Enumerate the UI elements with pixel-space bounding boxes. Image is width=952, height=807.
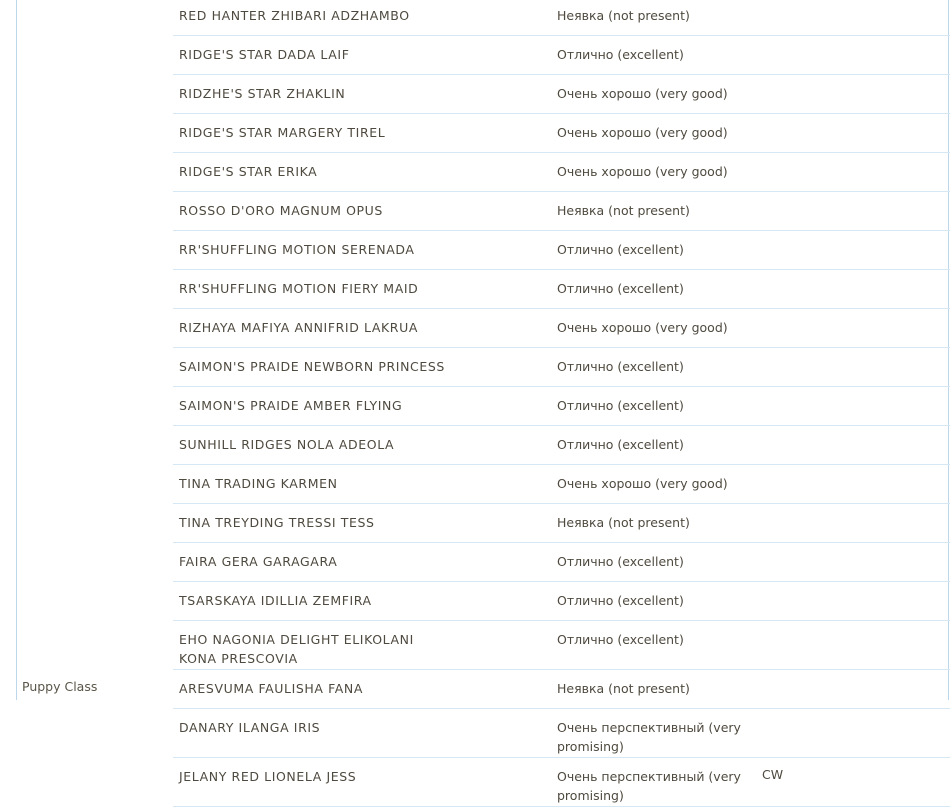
grade-cell bbox=[557, 153, 762, 192]
grade-text: Очень перспективный (very promising) bbox=[557, 769, 741, 803]
grade-cell bbox=[557, 582, 762, 621]
award-cell bbox=[762, 36, 950, 75]
dog-name: DANARY ILANGA IRIS bbox=[179, 720, 321, 735]
award-cell bbox=[762, 0, 950, 36]
grade-text: Отлично (excellent) bbox=[557, 281, 684, 296]
class-cell bbox=[16, 192, 173, 231]
grade-cell bbox=[557, 309, 762, 348]
table-row bbox=[16, 153, 950, 192]
dog-name-cell bbox=[173, 758, 557, 807]
class-cell bbox=[16, 387, 173, 426]
award-cell bbox=[762, 621, 950, 670]
table-row bbox=[16, 504, 950, 543]
results-table-body bbox=[16, 0, 950, 807]
award-cell bbox=[762, 114, 950, 153]
award-cell bbox=[762, 709, 950, 758]
grade-cell bbox=[557, 270, 762, 309]
award-text: CW bbox=[762, 767, 784, 782]
table-row bbox=[16, 348, 950, 387]
dog-name-cell bbox=[173, 504, 557, 543]
table-row bbox=[16, 36, 950, 75]
grade-text: Отлично (excellent) bbox=[557, 47, 684, 62]
award-cell bbox=[762, 543, 950, 582]
class-cell bbox=[16, 231, 173, 270]
class-cell bbox=[16, 0, 173, 36]
dog-name-cell bbox=[173, 387, 557, 426]
award-cell bbox=[762, 75, 950, 114]
dog-name: RED HANTER ZHIBARI ADZHAMBO bbox=[179, 8, 410, 23]
table-row bbox=[16, 543, 950, 582]
table-row bbox=[16, 270, 950, 309]
dog-name: FAIRA GERA GARAGARA bbox=[179, 554, 338, 569]
grade-cell bbox=[557, 426, 762, 465]
grade-cell bbox=[557, 36, 762, 75]
table-row bbox=[16, 426, 950, 465]
class-cell bbox=[16, 465, 173, 504]
grade-text: Очень хорошо (very good) bbox=[557, 476, 728, 491]
dog-name: RIDZHE'S STAR ZHAKLIN bbox=[179, 86, 346, 101]
grade-cell bbox=[557, 0, 762, 36]
dog-name-cell bbox=[173, 543, 557, 582]
grade-cell bbox=[557, 504, 762, 543]
dog-name-cell bbox=[173, 114, 557, 153]
dog-name: RIZHAYA MAFIYA ANNIFRID LAKRUA bbox=[179, 320, 418, 335]
award-cell bbox=[762, 231, 950, 270]
class-cell bbox=[16, 348, 173, 387]
grade-text: Отлично (excellent) bbox=[557, 593, 684, 608]
dog-name-cell bbox=[173, 709, 557, 758]
award-cell bbox=[762, 504, 950, 543]
grade-cell bbox=[557, 543, 762, 582]
dog-name-cell bbox=[173, 309, 557, 348]
grade-cell bbox=[557, 621, 762, 670]
award-cell bbox=[762, 670, 950, 709]
class-cell bbox=[16, 670, 173, 709]
award-cell bbox=[762, 348, 950, 387]
grade-cell bbox=[557, 192, 762, 231]
grade-text: Неявка (not present) bbox=[557, 681, 690, 696]
dog-name: ROSSO D'ORO MAGNUM OPUS bbox=[179, 203, 383, 218]
table-row bbox=[16, 114, 950, 153]
table-row bbox=[16, 192, 950, 231]
grade-text: Отлично (excellent) bbox=[557, 398, 684, 413]
table-row bbox=[16, 231, 950, 270]
table-row bbox=[16, 465, 950, 504]
grade-text: Очень хорошо (very good) bbox=[557, 125, 728, 140]
dog-name-cell bbox=[173, 670, 557, 709]
dog-name-cell bbox=[173, 348, 557, 387]
class-cell bbox=[16, 153, 173, 192]
table-row bbox=[16, 621, 950, 670]
dog-name: EHO NAGONIA DELIGHT ELIKOLANI KONA PRESCOVIA bbox=[179, 632, 414, 666]
class-cell bbox=[16, 504, 173, 543]
class-cell bbox=[16, 75, 173, 114]
class-cell bbox=[16, 114, 173, 153]
grade-text: Отлично (excellent) bbox=[557, 242, 684, 257]
class-cell bbox=[16, 582, 173, 621]
dog-name-cell bbox=[173, 36, 557, 75]
dog-name: RIDGE'S STAR ERIKA bbox=[179, 164, 318, 179]
grade-cell bbox=[557, 75, 762, 114]
class-cell bbox=[16, 621, 173, 670]
class-cell bbox=[16, 426, 173, 465]
award-cell bbox=[762, 270, 950, 309]
class-cell bbox=[16, 758, 173, 807]
grade-cell bbox=[557, 670, 762, 709]
award-cell bbox=[762, 758, 950, 807]
grade-text: Отлично (excellent) bbox=[557, 359, 684, 374]
dog-name-cell bbox=[173, 231, 557, 270]
dog-name: ARESVUMA FAULISHA FANA bbox=[179, 681, 364, 696]
dog-name: RR'SHUFFLING MOTION FIERY MAID bbox=[179, 281, 419, 296]
award-cell bbox=[762, 309, 950, 348]
grade-text: Очень хорошо (very good) bbox=[557, 164, 728, 179]
grade-text: Отлично (excellent) bbox=[557, 632, 684, 647]
dog-name-cell bbox=[173, 0, 557, 36]
table-row bbox=[16, 0, 950, 36]
grade-text: Неявка (not present) bbox=[557, 8, 690, 23]
dog-name: SAIMON'S PRAIDE NEWBORN PRINCESS bbox=[179, 359, 445, 374]
grade-text: Неявка (not present) bbox=[557, 203, 690, 218]
table-row bbox=[16, 582, 950, 621]
dog-name: TINA TRADING KARMEN bbox=[179, 476, 338, 491]
dog-name-cell bbox=[173, 153, 557, 192]
grade-cell bbox=[557, 387, 762, 426]
class-cell bbox=[16, 270, 173, 309]
class-cell bbox=[16, 309, 173, 348]
dog-name-cell bbox=[173, 582, 557, 621]
dog-name: RIDGE'S STAR DADA LAIF bbox=[179, 47, 350, 62]
grade-text: Очень перспективный (very promising) bbox=[557, 720, 741, 754]
award-cell bbox=[762, 387, 950, 426]
grade-cell bbox=[557, 114, 762, 153]
grade-text: Очень хорошо (very good) bbox=[557, 320, 728, 335]
grade-text: Очень хорошо (very good) bbox=[557, 86, 728, 101]
dog-name: RIDGE'S STAR MARGERY TIREL bbox=[179, 125, 386, 140]
grade-cell bbox=[557, 709, 762, 758]
award-cell bbox=[762, 192, 950, 231]
dog-name: RR'SHUFFLING MOTION SERENADA bbox=[179, 242, 415, 257]
dog-name-cell bbox=[173, 621, 557, 670]
award-cell bbox=[762, 465, 950, 504]
dog-name: SUNHILL RIDGES NOLA ADEOLA bbox=[179, 437, 395, 452]
grade-cell bbox=[557, 758, 762, 807]
dog-name: SAIMON'S PRAIDE AMBER FLYING bbox=[179, 398, 403, 413]
award-cell bbox=[762, 153, 950, 192]
table-row bbox=[16, 758, 950, 807]
class-cell bbox=[16, 543, 173, 582]
table-row bbox=[16, 709, 950, 758]
dog-name: JELANY RED LIONELA JESS bbox=[179, 769, 357, 784]
grade-text: Отлично (excellent) bbox=[557, 554, 684, 569]
class-label: Puppy Class bbox=[22, 678, 98, 694]
table-row bbox=[16, 75, 950, 114]
table-row bbox=[16, 387, 950, 426]
award-cell bbox=[762, 426, 950, 465]
class-cell bbox=[16, 36, 173, 75]
dog-name-cell bbox=[173, 270, 557, 309]
grade-cell bbox=[557, 231, 762, 270]
dog-name: TINA TREYDING TRESSI TESS bbox=[179, 515, 375, 530]
award-cell bbox=[762, 582, 950, 621]
table-row bbox=[16, 670, 950, 709]
dog-name-cell bbox=[173, 426, 557, 465]
results-table bbox=[16, 0, 950, 807]
grade-cell bbox=[557, 348, 762, 387]
table-row bbox=[16, 309, 950, 348]
grade-cell bbox=[557, 465, 762, 504]
grade-text: Неявка (not present) bbox=[557, 515, 690, 530]
dog-name-cell bbox=[173, 75, 557, 114]
grade-text: Отлично (excellent) bbox=[557, 437, 684, 452]
dog-name-cell bbox=[173, 465, 557, 504]
class-cell bbox=[16, 709, 173, 758]
dog-name: TSARSKAYA IDILLIA ZEMFIRA bbox=[179, 593, 372, 608]
dog-name-cell bbox=[173, 192, 557, 231]
